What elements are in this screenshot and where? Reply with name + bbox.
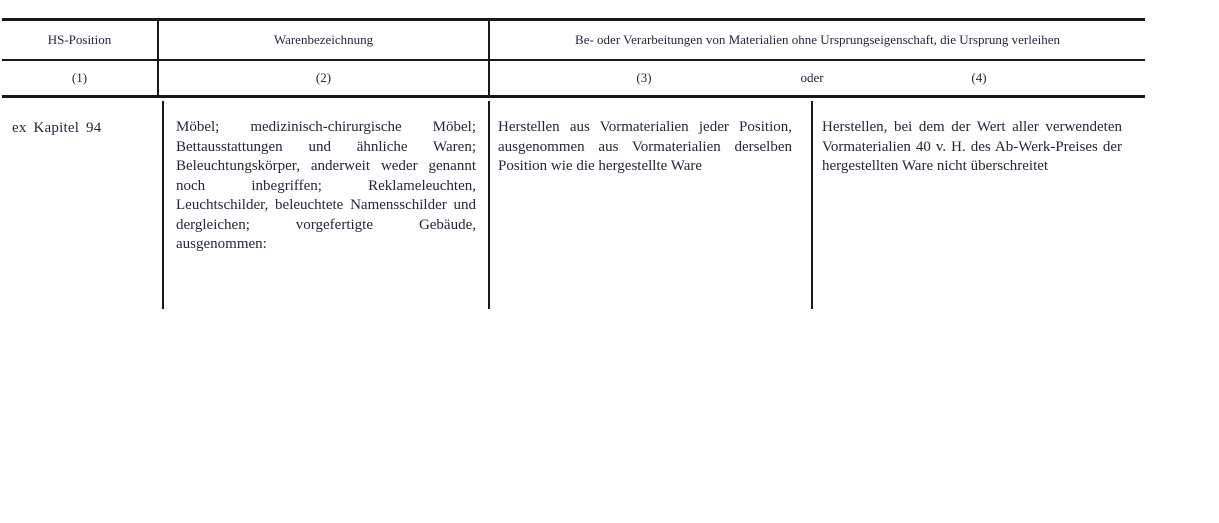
row-warenbezeichnung: Möbel; medizinisch-chirurgische Möbel; Bettausstattungen und ähnliche Waren; Beleuchtungskörper, anderweit weder genannt noch inbegriffen; Reklameleuchten, Leuchtschilder, beleuchtete Namensschilder und dergleichen; vorgefertigte Gebäude, ausgenommen: — [176, 119, 476, 252]
table-rule-header-bottom — [2, 95, 1145, 98]
column-conjunction-oder: oder — [800, 70, 824, 85]
row-hs-position: ex Kapitel 94 — [12, 120, 102, 136]
column-number-1: (1) — [71, 70, 88, 85]
column-header-verarbeitungen-span: Be- oder Verarbeitungen von Materialien ohne Ursprungseigenschaft, die Ursprung verleihen — [575, 32, 1060, 47]
column-number-3: (3) — [636, 70, 652, 85]
column-number-4: (4) — [971, 70, 987, 85]
body-divider-col3-col4 — [811, 101, 813, 309]
row-rule-col3: Herstellen aus Vormaterialien jeder Position, ausgenommen aus Vormaterialien derselben Position wie die hergestellte Ware — [498, 119, 792, 174]
column-header-warenbezeichnung: Warenbezeichnung — [273, 32, 374, 47]
row-rule-col4: Herstellen, bei dem der Wert aller verwendeten Vormaterialien 40 v. H. des Ab-Werk-Preises der hergestellten Ware nicht überschreitet — [822, 119, 1122, 174]
column-header-hs-position: HS-Position — [47, 32, 112, 47]
column-number-2: (2) — [315, 70, 332, 85]
body-divider-col1-col2 — [162, 101, 164, 309]
body-divider-col2-col3 — [488, 101, 490, 309]
